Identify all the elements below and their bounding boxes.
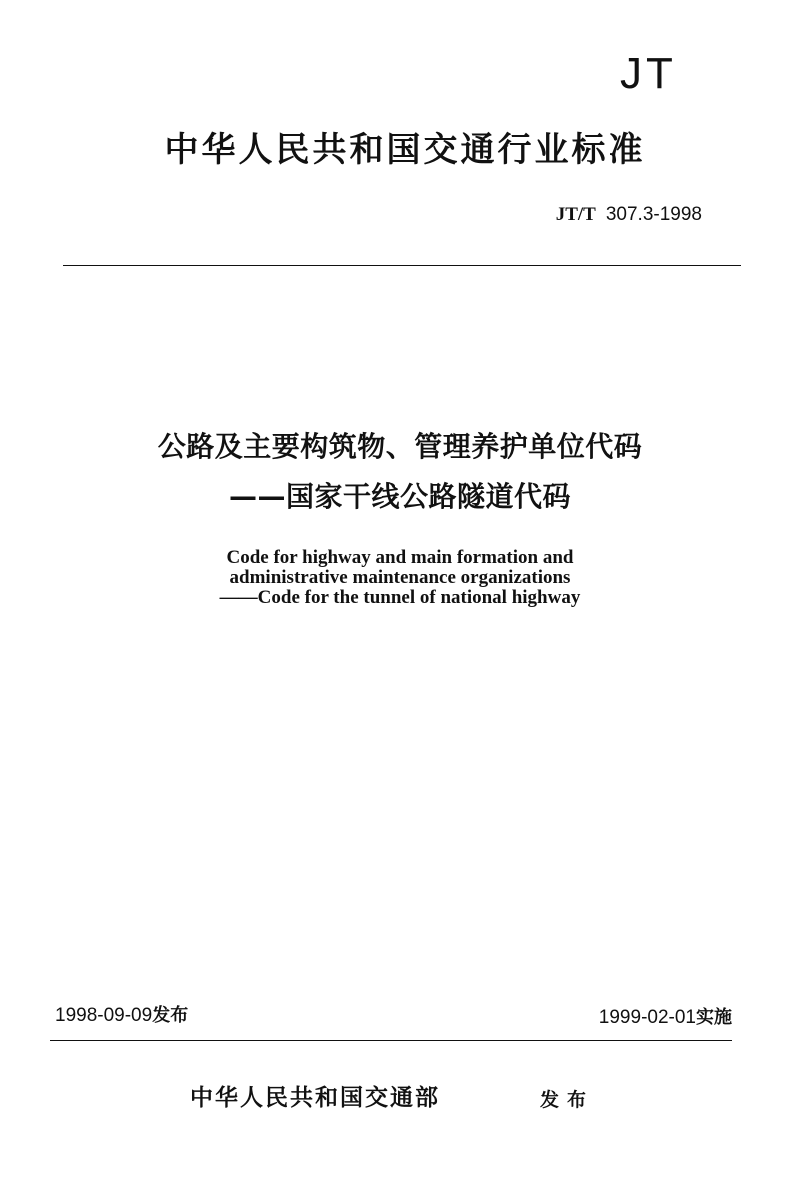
issue-date (55, 1003, 188, 1029)
english-title (0, 548, 800, 608)
standard-number (556, 202, 702, 228)
effective-date-label: 实施 (696, 1007, 732, 1028)
bottom-divider (50, 1040, 732, 1041)
effective-date-value: 1999-02-01 (598, 1007, 696, 1028)
issue-date-label: 发布 (152, 1005, 189, 1026)
english-title-line-2: administrative maintenance organizations (229, 567, 571, 588)
chinese-title-line-2: ——国家干线公路隧道代码 (228, 480, 571, 513)
english-title-line-3: ——Code for the tunnel of national highway (219, 587, 581, 608)
english-title-line-1: Code for highway and main formation and (226, 547, 574, 568)
publisher-name: 中华人民共和国交通部 (190, 1084, 440, 1111)
issue-date-value: 1998-09-09 (55, 1005, 153, 1026)
effective-date (599, 1005, 732, 1031)
publisher-action: 发布 (540, 1089, 595, 1111)
standard-code-number: 307.3-1998 (605, 204, 702, 225)
standard-code-prefix: JT/T (555, 204, 596, 225)
top-divider (63, 265, 741, 266)
jt-logo: JT (620, 49, 677, 98)
standard-title: 中华人民共和国交通行业标准 (164, 130, 646, 170)
chinese-title-line-1: 公路及主要构筑物、管理养护单位代码 (157, 430, 643, 463)
